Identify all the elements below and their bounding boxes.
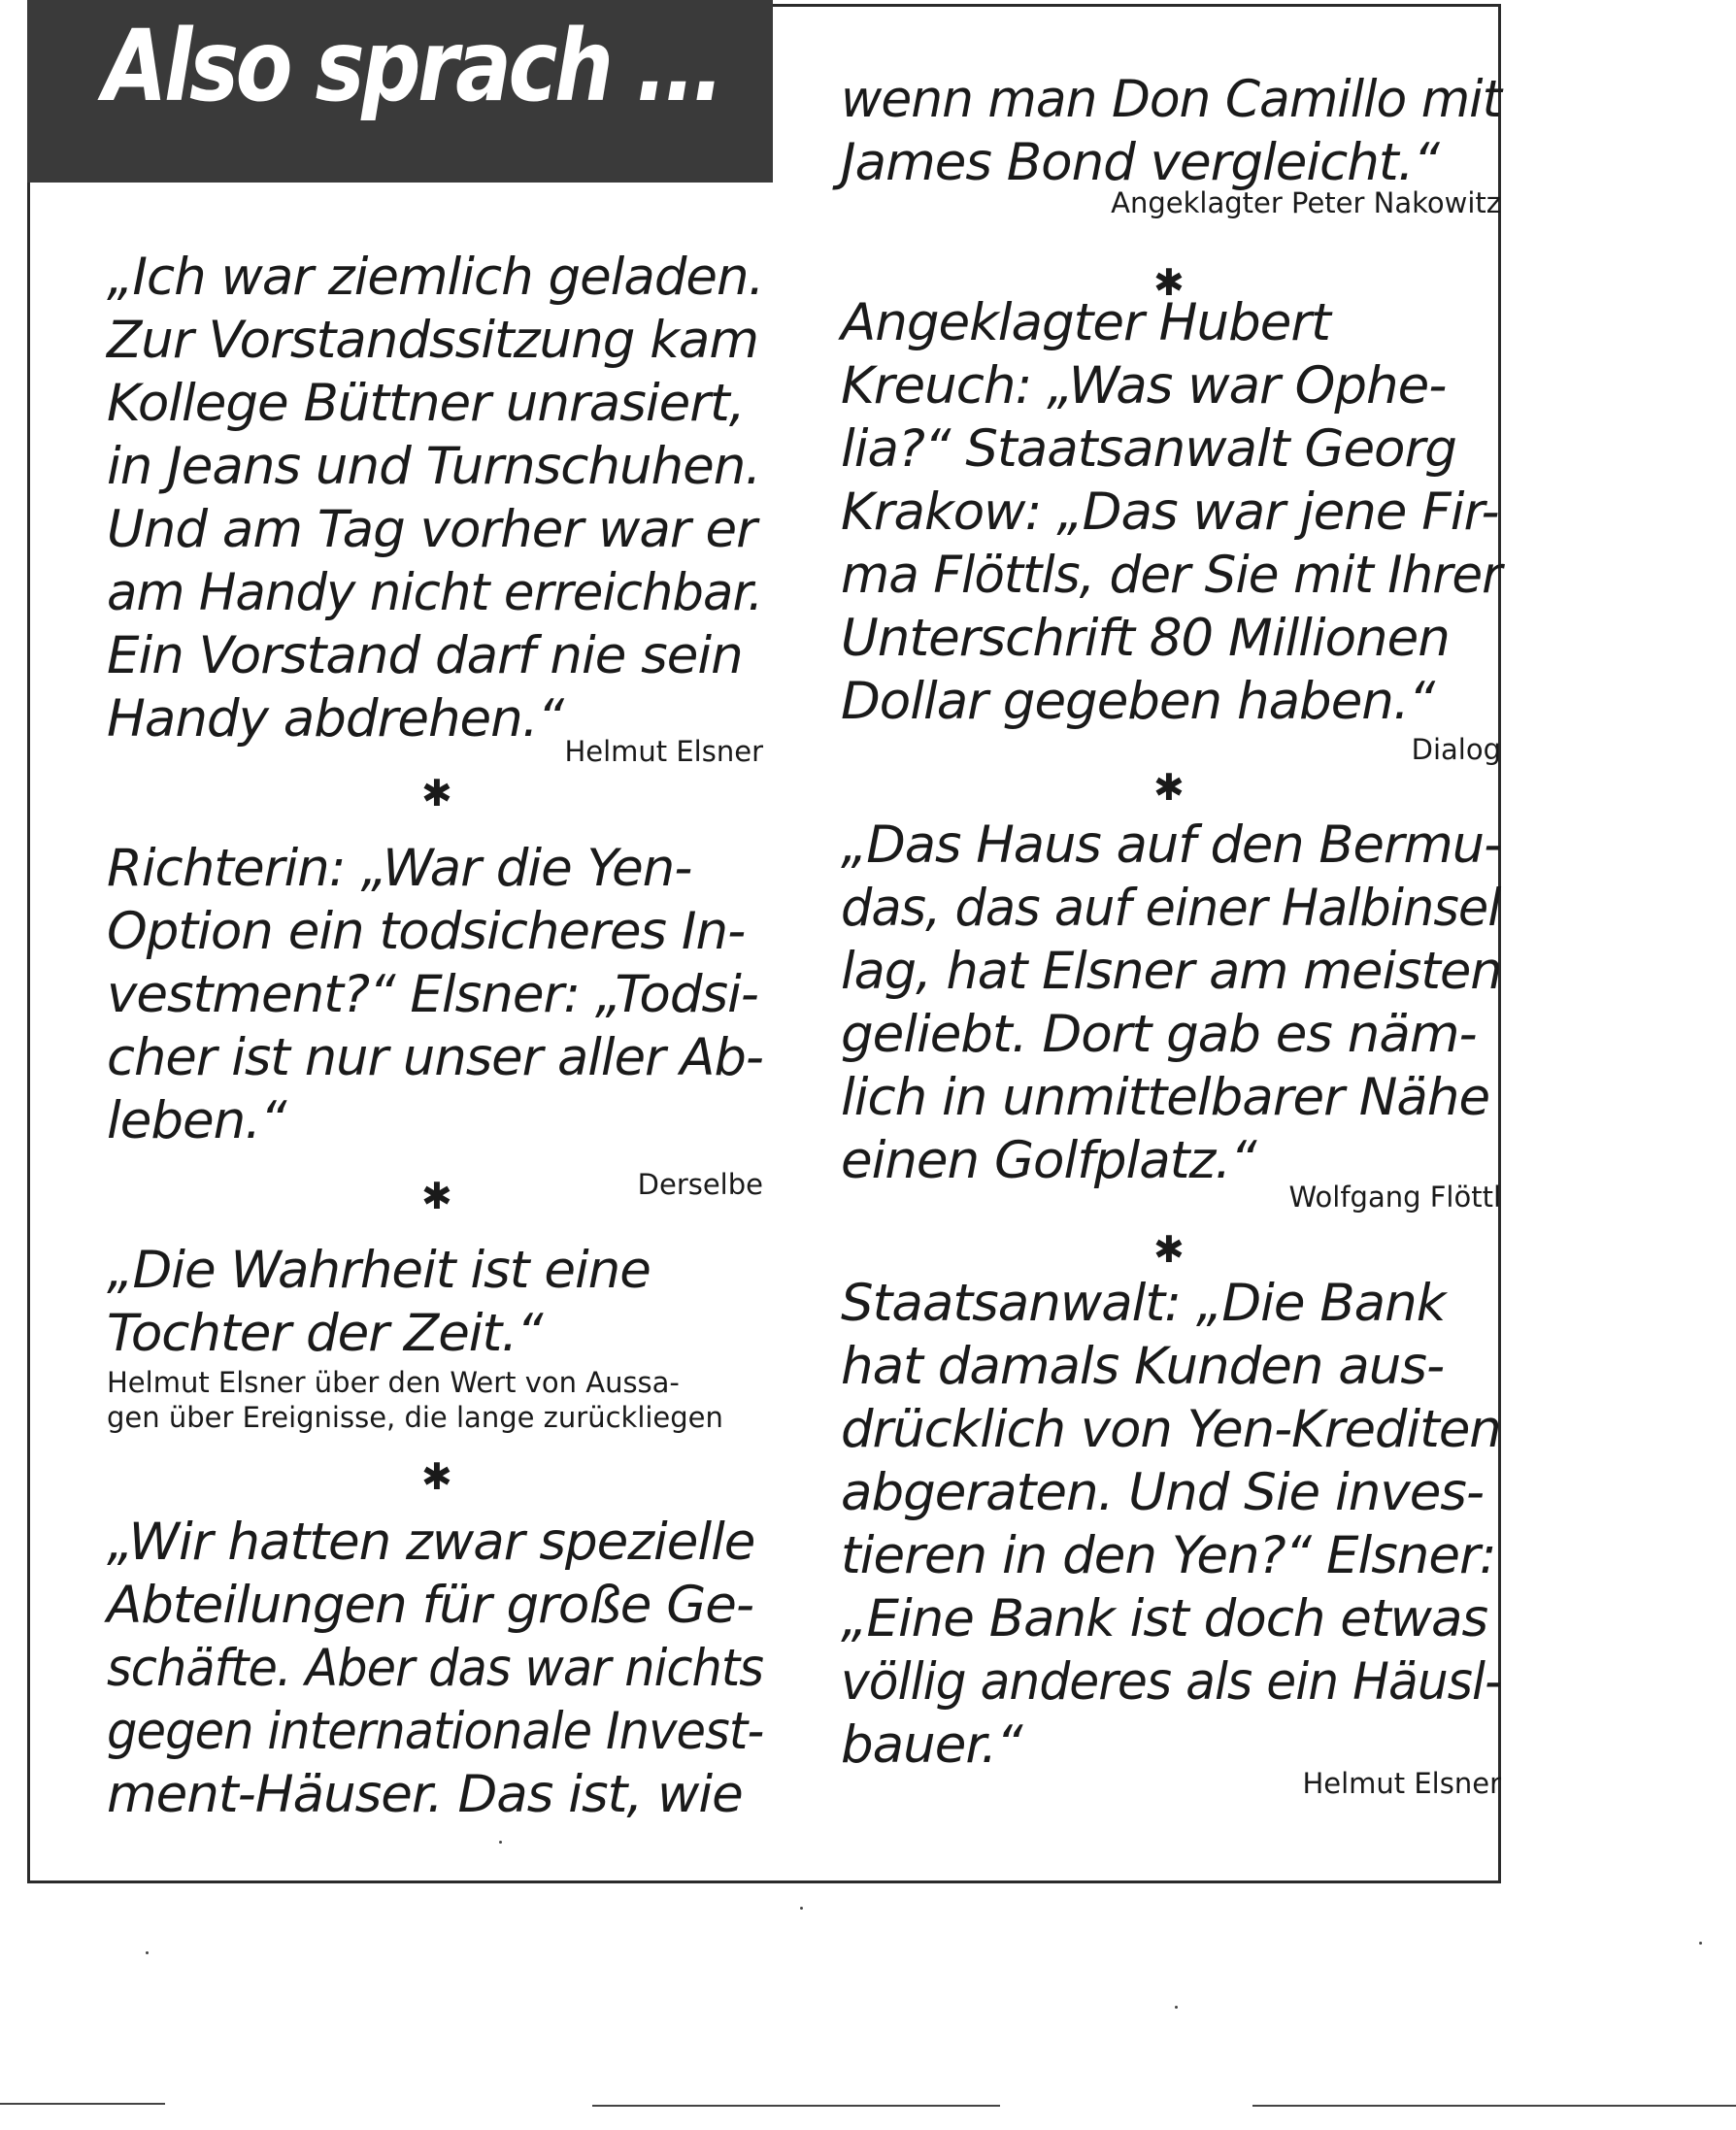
quote-line: Unterschrift 80 Millionen [841,609,1450,668]
quote-attribution: Dialog [1411,733,1501,766]
quote-line: lag, hat Elsner am meisten [841,942,1502,1001]
quote-line: Kreuch: „Was war Ophe- [841,356,1447,416]
quote-line: „Die Wahrheit ist eine [107,1241,651,1300]
quote-line: bauer.“ [841,1715,1022,1775]
star-separator: ✱ [421,1175,452,1217]
scan-speck [1699,1942,1702,1945]
quote-text [107,1511,763,1826]
quote-line: „Eine Bank ist doch etwas [841,1589,1488,1648]
quote-line: ment-Häuser. Das ist, wie [107,1765,743,1824]
quote-right-3 [841,814,1501,1214]
quote-line: Dollar gegeben haben.“ [841,672,1435,731]
quote-note: Helmut Elsner über den Wert von Aussa- [107,1366,680,1399]
quote-line: Kollege Büttner unrasiert, [107,374,745,433]
quote-text [841,291,1501,733]
quote-line: cher ist nur unser aller Ab- [107,1028,763,1087]
quote-line: Abteilungen für große Ge- [107,1576,753,1635]
quote-line: einen Golfplatz.“ [841,1131,1256,1190]
quote-line: leben.“ [107,1091,286,1150]
quote-line: „Ich war ziemlich geladen. [107,248,764,307]
scan-speck [1175,2006,1178,2009]
quote-note: gen über Ereignisse, die lange zurückliegen [107,1401,723,1434]
quote-attribution: Helmut Elsner [1302,1767,1501,1800]
quote-line: Tochter der Zeit.“ [107,1304,543,1363]
star-separator: ✱ [1153,766,1185,809]
quote-left-1 [107,246,763,768]
heading: Also sprach ... [103,9,721,124]
quote-line: Ein Vorstand darf nie sein [107,626,743,685]
quote-line: Richterin: „War die Yen- [107,839,692,898]
quote-line: am Handy nicht erreichbar. [107,563,763,622]
star-separator: ✱ [421,772,452,815]
quote-line: schäfte. Aber das war nichts [107,1639,764,1698]
quote-line: Handy abdrehen.“ [107,689,564,749]
quote-right-4 [841,1272,1501,1800]
quote-line: Staatsanwalt: „Die Bank [841,1274,1446,1333]
quote-line: völlig anderes als ein Häusl- [841,1652,1502,1712]
quote-line: „Das Haus auf den Bermu- [841,815,1502,875]
quote-line: ma Flöttls, der Sie mit Ihrer [841,546,1502,605]
quote-line: wenn man Don Camillo mit [841,70,1501,129]
quote-line: geliebt. Dort gab es näm- [841,1005,1477,1064]
quote-line: das, das auf einer Halbinsel [841,879,1501,938]
quote-line: gegen internationale Invest- [107,1702,764,1761]
scan-rule [592,2105,1000,2107]
quote-right-1 [841,68,1501,219]
quote-line: lich in unmittelbarer Nähe [841,1068,1490,1127]
quote-left-2 [107,837,763,1201]
quote-attribution: Helmut Elsner [564,735,763,768]
quote-line: vestment?“ Elsner: „Todsi- [107,965,758,1024]
quote-line: James Bond vergleicht.“ [841,133,1439,192]
quote-attribution: Wolfgang Flöttl [1288,1181,1501,1214]
quote-line: Angeklagter Hubert [841,293,1330,352]
quote-right-2 [841,291,1501,766]
scan-speck [146,1951,149,1954]
quote-line: lia?“ Staatsanwalt Georg [841,419,1456,479]
quote-line: Und am Tag vorher war er [107,500,756,559]
quote-left-4 [107,1511,763,1826]
star-separator: ✱ [421,1455,452,1498]
star-separator: ✱ [1153,261,1185,304]
star-separator: ✱ [1153,1228,1185,1271]
quote-attribution: Angeklagter Peter Nakowitz [1111,186,1501,219]
quote-line: Krakow: „Das war jene Fir- [841,483,1499,542]
heading-box [27,0,773,183]
quote-line: „Wir hatten zwar spezielle [107,1513,755,1572]
scan-speck [800,1907,803,1910]
quote-attribution: Derselbe [637,1168,763,1201]
quote-text [107,837,763,1152]
quote-text [841,1272,1501,1777]
quote-line: tieren in den Yen?“ Elsner: [841,1526,1496,1585]
quote-line: in Jeans und Turnschuhen. [107,437,761,496]
quote-line: drücklich von Yen-Krediten [841,1400,1501,1459]
quote-text [107,246,763,750]
quote-left-3 [107,1239,763,1435]
quote-text [841,814,1501,1192]
quote-line: abgeraten. Und Sie inves- [841,1463,1485,1522]
scan-rule [0,2103,165,2105]
quote-line: hat damals Kunden aus- [841,1337,1445,1396]
quote-line: Option ein todsicheres In- [107,902,746,961]
scan-speck [499,1841,502,1844]
quote-text [107,1239,763,1365]
scan-rule [1252,2105,1736,2107]
quote-text [841,68,1501,194]
quote-line: Zur Vorstandssitzung kam [107,311,759,370]
